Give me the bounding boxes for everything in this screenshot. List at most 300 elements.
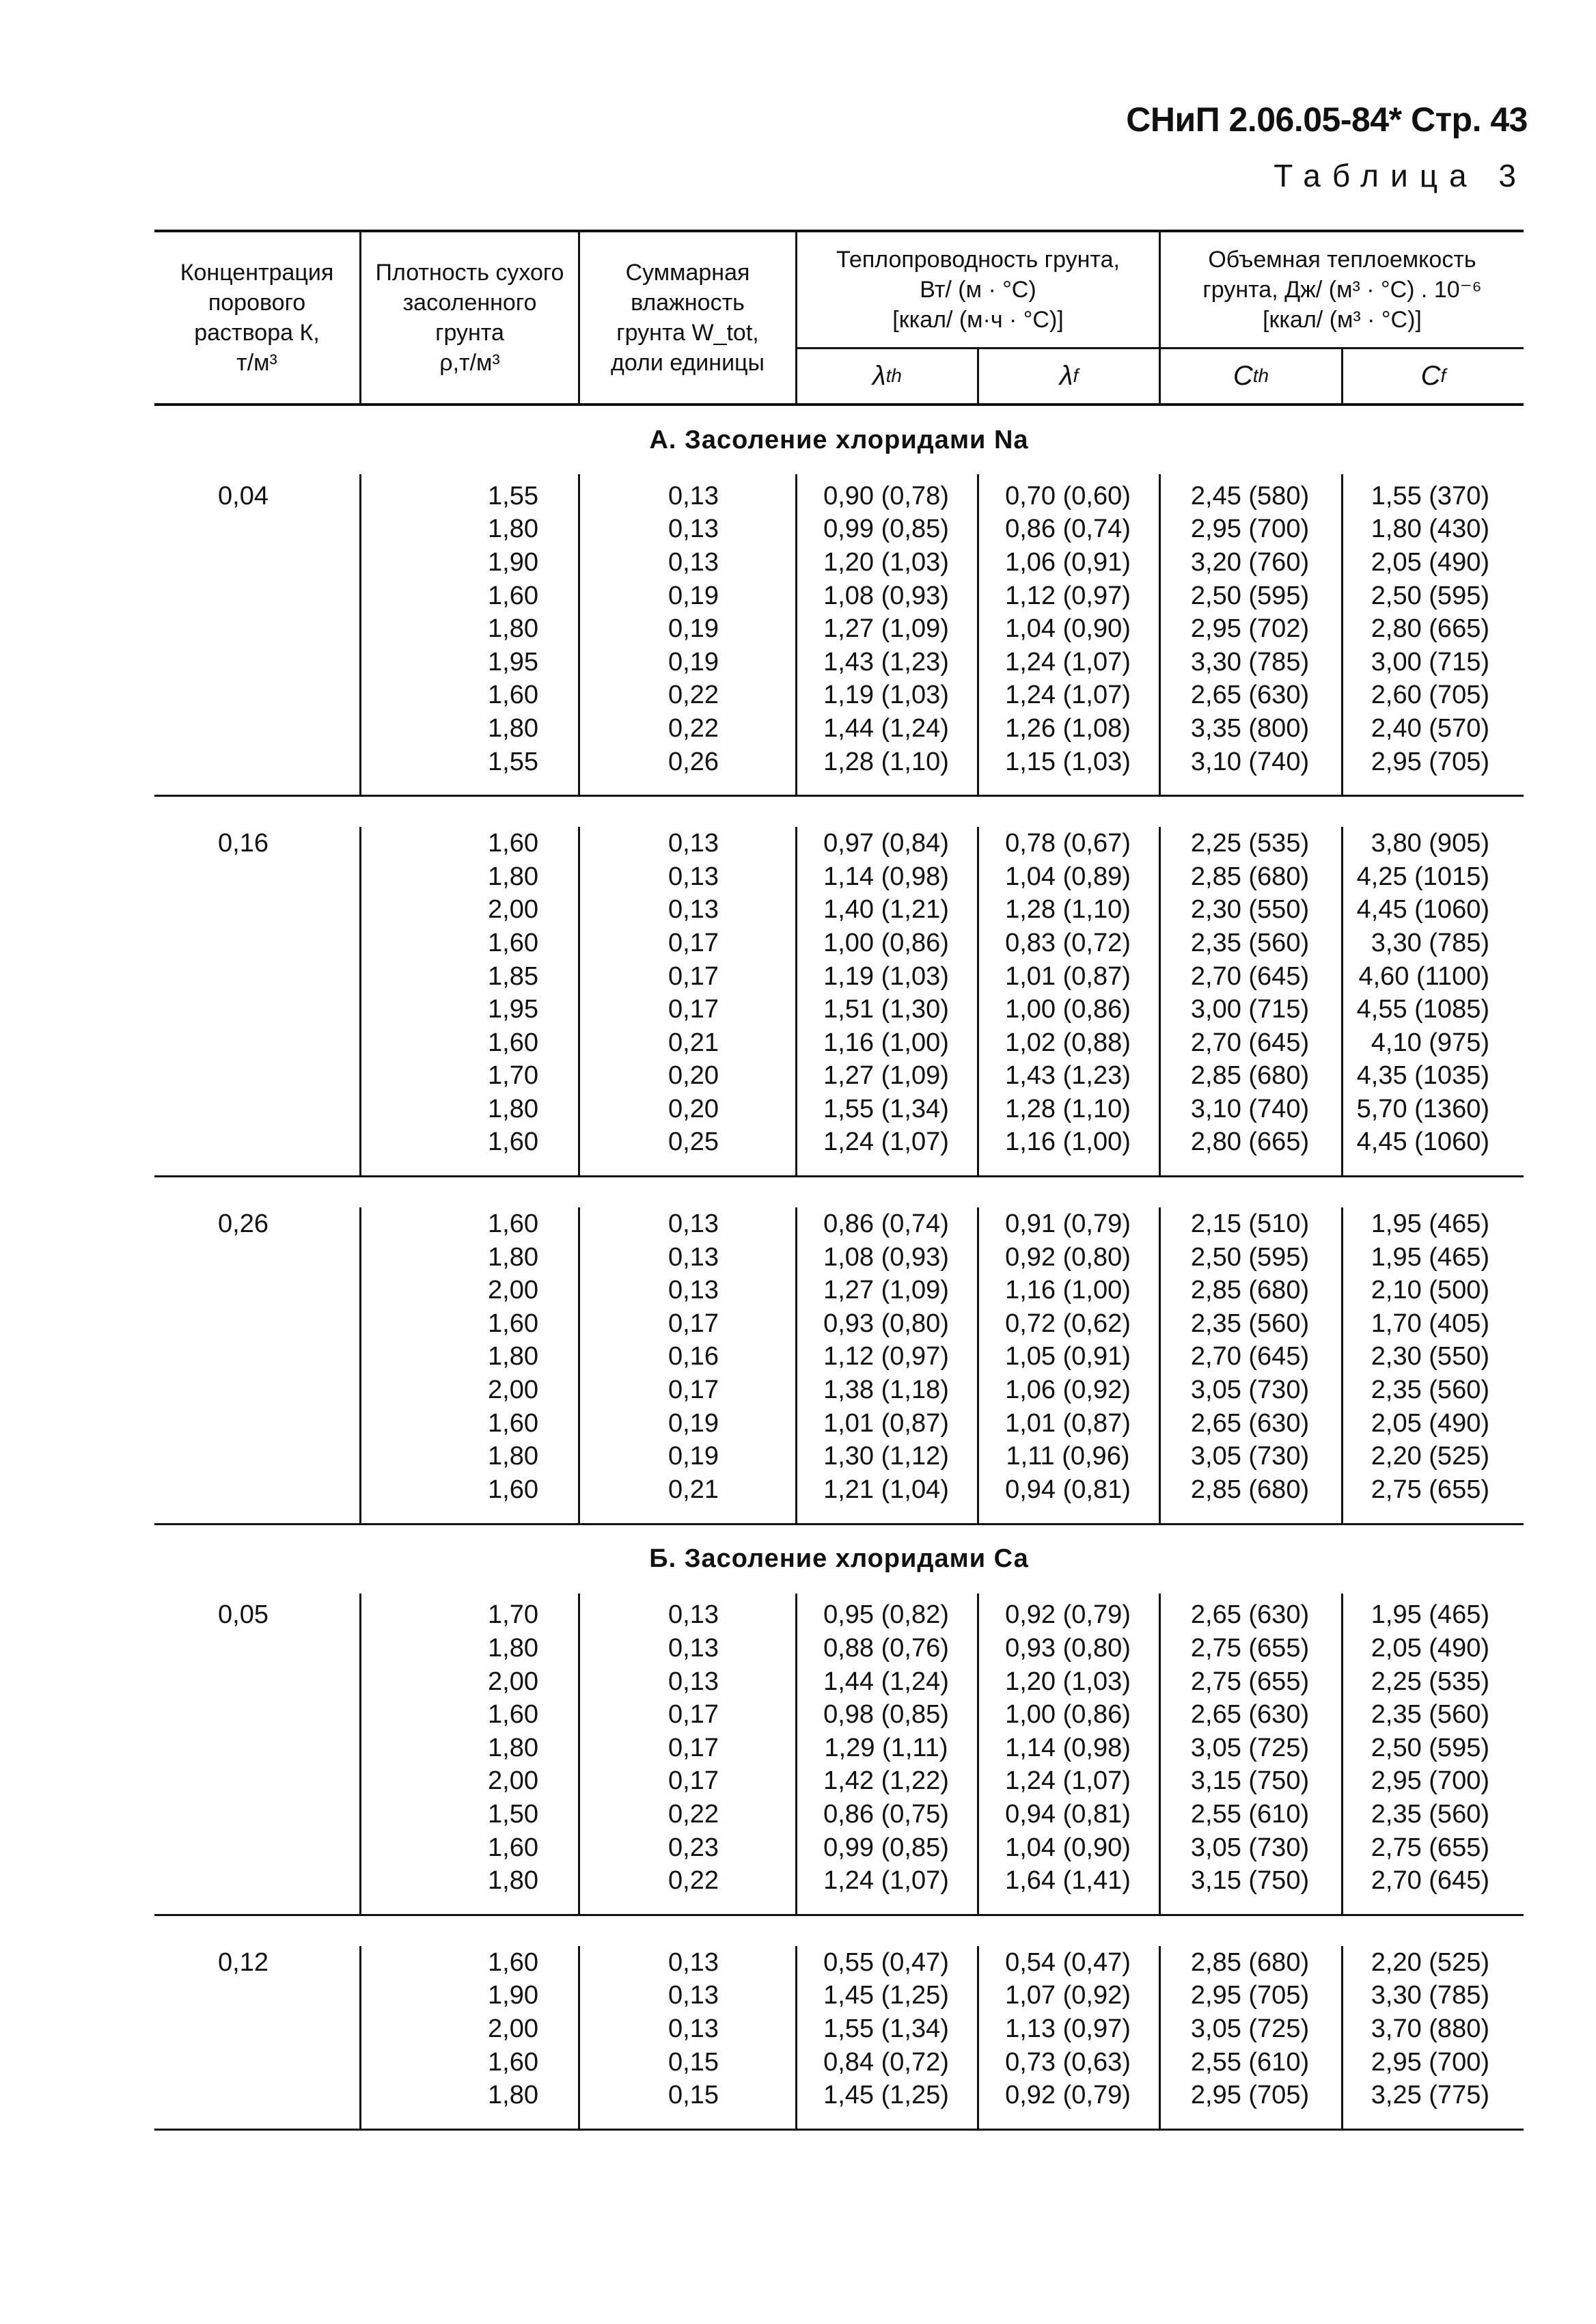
c-th-cell: 3,05 (730): [1190, 1376, 1310, 1405]
c-th-cell: 2,65 (630): [1190, 681, 1310, 710]
lambda-th-cell: 1,28 (1,10): [823, 747, 949, 776]
c-f-cell: 2,20 (525): [1371, 1947, 1489, 1977]
concentration-cell: 0,05: [218, 1600, 269, 1630]
lambda-f-cell: 1,01 (0,87): [1005, 961, 1131, 991]
moisture-cell: 0,26: [668, 747, 719, 776]
lambda-th-cell: 1,19 (1,03): [823, 681, 949, 710]
lambda-th-cell: 0,88 (0,76): [823, 1634, 949, 1663]
lambda-f-cell: 0,94 (0,81): [1005, 1475, 1131, 1504]
lambda-f-cell: 1,15 (1,03): [1005, 747, 1131, 776]
lambda-th-cell: 1,20 (1,03): [823, 547, 949, 577]
lambda-f-cell: 1,02 (0,88): [1005, 1028, 1131, 1057]
lambda-th-cell: 1,38 (1,18): [823, 1376, 949, 1405]
moisture-cell: 0,17: [668, 1733, 719, 1762]
header-lambda-f-symbol: λ: [1059, 361, 1073, 392]
header-lambda-f: [977, 349, 1159, 404]
density-cell: 2,00: [488, 1667, 538, 1696]
column-divider: [1341, 1946, 1343, 2129]
lambda-th-cell: 1,45 (1,25): [823, 1981, 949, 2010]
lambda-f-cell: 1,26 (1,08): [1005, 713, 1131, 743]
lambda-th-cell: 1,27 (1,09): [823, 1061, 949, 1091]
c-f-cell: 2,95 (700): [1371, 1766, 1489, 1796]
c-th-cell: 2,85 (680): [1190, 1475, 1310, 1504]
c-th-cell: 2,95 (705): [1190, 2081, 1310, 2110]
lambda-f-cell: 0,93 (0,80): [1005, 1634, 1131, 1663]
density-cell: 1,60: [488, 581, 538, 610]
density-cell: 1,85: [488, 961, 538, 991]
column-divider: [1159, 1946, 1161, 2129]
row-group: [154, 795, 1524, 1175]
c-f-cell: 2,75 (655): [1371, 1833, 1489, 1862]
density-cell: 1,80: [488, 1094, 538, 1123]
density-cell: 1,80: [488, 1442, 538, 1471]
density-cell: 1,80: [488, 614, 538, 644]
column-divider: [1159, 827, 1161, 1175]
lambda-th-cell: 1,14 (0,98): [823, 862, 949, 891]
lambda-th-cell: 0,84 (0,72): [823, 2047, 949, 2077]
column-divider: [1159, 1207, 1161, 1522]
moisture-cell: 0,13: [668, 481, 719, 510]
lambda-th-cell: 1,08 (0,93): [823, 581, 949, 610]
header-c-th-symbol: C: [1233, 361, 1253, 392]
c-f-cell: 2,05 (490): [1371, 1408, 1489, 1438]
c-th-cell: 2,25 (535): [1190, 829, 1310, 858]
row-group: [154, 474, 1524, 795]
header-concentration: Концентрация порового раствора К, т/м³: [180, 260, 334, 376]
moisture-cell: 0,17: [668, 961, 719, 991]
c-f-cell: 3,30 (785): [1371, 1981, 1489, 2010]
c-th-cell: 2,85 (680): [1190, 862, 1310, 891]
c-th-cell: 2,15 (510): [1190, 1209, 1310, 1239]
lambda-f-cell: 1,04 (0,89): [1005, 862, 1131, 891]
moisture-cell: 0,23: [668, 1833, 719, 1862]
lambda-th-cell: 1,42 (1,22): [823, 1766, 949, 1796]
lambda-th-cell: 0,97 (0,84): [823, 829, 949, 858]
lambda-f-cell: 0,72 (0,62): [1005, 1309, 1131, 1338]
c-th-cell: 2,80 (665): [1190, 1127, 1310, 1157]
lambda-f-cell: 1,01 (0,87): [1005, 1408, 1131, 1438]
density-cell: 1,80: [488, 515, 538, 544]
moisture-cell: 0,19: [668, 647, 719, 676]
moisture-cell: 0,22: [668, 1866, 719, 1896]
concentration-cell: 0,26: [218, 1209, 269, 1239]
c-f-cell: 1,95 (465): [1371, 1242, 1489, 1272]
row-group: [154, 1914, 1524, 2129]
c-th-cell: 3,05 (725): [1190, 1733, 1310, 1762]
lambda-f-cell: 1,06 (0,92): [1005, 1376, 1131, 1405]
lambda-f-cell: 0,70 (0,60): [1005, 481, 1131, 510]
lambda-f-cell: 1,28 (1,10): [1005, 1094, 1131, 1123]
header-c-f-subscript: f: [1440, 365, 1446, 387]
density-cell: 1,55: [488, 481, 538, 510]
moisture-cell: 0,13: [668, 1209, 719, 1239]
header-c-f-symbol: C: [1420, 361, 1441, 392]
c-f-cell: 2,35 (560): [1371, 1799, 1489, 1829]
lambda-th-cell: 0,99 (0,85): [823, 1833, 949, 1862]
c-f-cell: 4,35 (1035): [1356, 1061, 1489, 1091]
lambda-f-cell: 1,00 (0,86): [1005, 1700, 1131, 1730]
lambda-th-cell: 1,00 (0,86): [823, 928, 949, 957]
c-th-cell: 3,15 (750): [1190, 1766, 1310, 1796]
c-f-cell: 2,75 (655): [1371, 1475, 1489, 1504]
page-header: СНиП 2.06.05-84* Стр. 43: [1126, 100, 1528, 139]
lambda-f-cell: 1,28 (1,10): [1005, 895, 1131, 925]
c-th-cell: 2,95 (705): [1190, 1981, 1310, 2010]
lambda-th-cell: 1,21 (1,04): [823, 1475, 949, 1504]
lambda-f-cell: 0,92 (0,79): [1005, 1600, 1131, 1630]
c-th-cell: 3,10 (740): [1190, 1094, 1310, 1123]
moisture-cell: 0,13: [668, 1600, 719, 1630]
lambda-f-cell: 1,14 (0,98): [1005, 1733, 1131, 1762]
lambda-f-cell: 0,54 (0,47): [1005, 1947, 1131, 1977]
c-f-cell: 2,10 (500): [1371, 1276, 1489, 1305]
c-th-cell: 2,75 (655): [1190, 1667, 1310, 1696]
density-cell: 1,55: [488, 747, 538, 776]
lambda-th-cell: 1,30 (1,12): [823, 1442, 949, 1471]
moisture-cell: 0,22: [668, 713, 719, 743]
density-cell: 1,60: [488, 1408, 538, 1438]
moisture-cell: 0,22: [668, 1799, 719, 1829]
c-th-cell: 2,70 (645): [1190, 1028, 1310, 1057]
moisture-cell: 0,22: [668, 681, 719, 710]
moisture-cell: 0,13: [668, 1947, 719, 1977]
lambda-f-cell: 1,05 (0,91): [1005, 1342, 1131, 1371]
c-f-cell: 4,45 (1060): [1356, 1127, 1489, 1157]
lambda-f-cell: 1,07 (0,92): [1005, 1981, 1131, 2010]
c-th-cell: 3,20 (760): [1190, 547, 1310, 577]
moisture-cell: 0,13: [668, 1667, 719, 1696]
density-cell: 1,70: [488, 1061, 538, 1091]
c-th-cell: 3,00 (715): [1190, 995, 1310, 1024]
column-divider: [1341, 827, 1343, 1175]
lambda-f-cell: 1,04 (0,90): [1005, 1833, 1131, 1862]
lambda-f-cell: 0,78 (0,67): [1005, 829, 1131, 858]
moisture-cell: 0,13: [668, 862, 719, 891]
density-cell: 1,80: [488, 1342, 538, 1371]
lambda-th-cell: 1,55 (1,34): [823, 1094, 949, 1123]
c-f-cell: 1,95 (465): [1371, 1600, 1489, 1630]
moisture-cell: 0,25: [668, 1127, 719, 1157]
density-cell: 1,90: [488, 1981, 538, 2010]
density-cell: 1,60: [488, 1833, 538, 1862]
c-f-cell: 3,00 (715): [1371, 647, 1489, 676]
header-lambda-th: [795, 349, 977, 404]
section-title: Б. Засоление хлоридами Са: [154, 1523, 1524, 1594]
column-divider: [1341, 1207, 1343, 1522]
c-f-cell: 2,50 (595): [1371, 581, 1489, 610]
concentration-cell: 0,16: [218, 829, 269, 858]
column-divider: [578, 827, 580, 1175]
header-conductivity: Теплопроводность грунта, Вт/ (м · °С) [ккал/ (м·ч · °С)]: [795, 232, 1159, 349]
lambda-th-cell: 1,16 (1,00): [823, 1028, 949, 1057]
lambda-th-cell: 0,95 (0,82): [823, 1600, 949, 1630]
moisture-cell: 0,13: [668, 829, 719, 858]
lambda-f-cell: 1,24 (1,07): [1005, 647, 1131, 676]
c-th-cell: 2,95 (700): [1190, 515, 1310, 544]
c-th-cell: 2,75 (655): [1190, 1634, 1310, 1663]
lambda-f-cell: 0,92 (0,79): [1005, 2081, 1131, 2110]
concentration-cell: 0,12: [218, 1947, 269, 1977]
lambda-th-cell: 1,45 (1,25): [823, 2081, 949, 2110]
lambda-th-cell: 0,55 (0,47): [823, 1947, 949, 1977]
column-divider: [1159, 474, 1161, 795]
c-f-cell: 1,70 (405): [1371, 1309, 1489, 1338]
lambda-th-cell: 0,99 (0,85): [823, 515, 949, 544]
c-th-cell: 2,70 (645): [1190, 961, 1310, 991]
c-f-cell: 2,05 (490): [1371, 547, 1489, 577]
c-f-cell: 2,60 (705): [1371, 681, 1489, 710]
c-f-cell: 4,10 (975): [1371, 1028, 1489, 1057]
lambda-th-cell: 1,01 (0,87): [823, 1408, 949, 1438]
lambda-th-cell: 0,86 (0,74): [823, 1209, 949, 1239]
lambda-f-cell: 0,94 (0,81): [1005, 1799, 1131, 1829]
lambda-f-cell: 1,16 (1,00): [1005, 1276, 1131, 1305]
column-divider: [977, 474, 979, 795]
moisture-cell: 0,21: [668, 1028, 719, 1057]
c-f-cell: 2,05 (490): [1371, 1634, 1489, 1663]
c-th-cell: 2,85 (680): [1190, 1947, 1310, 1977]
moisture-cell: 0,17: [668, 1766, 719, 1796]
c-f-cell: 1,95 (465): [1371, 1209, 1489, 1239]
moisture-cell: 0,17: [668, 995, 719, 1024]
column-divider: [359, 1207, 361, 1522]
lambda-th-cell: 1,27 (1,09): [823, 614, 949, 644]
column-divider: [1341, 1594, 1343, 1914]
c-f-cell: 2,50 (595): [1371, 1733, 1489, 1762]
c-th-cell: 2,65 (630): [1190, 1600, 1310, 1630]
density-cell: 1,60: [488, 681, 538, 710]
moisture-cell: 0,15: [668, 2081, 719, 2110]
column-divider: [795, 1207, 797, 1522]
c-th-cell: 2,50 (595): [1190, 1242, 1310, 1272]
column-divider: [1159, 1594, 1161, 1914]
lambda-th-cell: 1,44 (1,24): [823, 713, 949, 743]
lambda-f-cell: 1,04 (0,90): [1005, 614, 1131, 644]
moisture-cell: 0,15: [668, 2047, 719, 2077]
c-th-cell: 2,55 (610): [1190, 2047, 1310, 2077]
column-divider: [977, 827, 979, 1175]
moisture-cell: 0,13: [668, 515, 719, 544]
lambda-f-cell: 0,86 (0,74): [1005, 515, 1131, 544]
density-cell: 1,60: [488, 1309, 538, 1338]
density-cell: 1,95: [488, 647, 538, 676]
c-th-cell: 2,45 (580): [1190, 481, 1310, 510]
density-cell: 2,00: [488, 1276, 538, 1305]
lambda-f-cell: 1,11 (0,96): [1006, 1442, 1130, 1471]
column-divider: [359, 1946, 361, 2129]
c-f-cell: 2,20 (525): [1371, 1442, 1489, 1471]
header-c-th: [1159, 349, 1341, 404]
moisture-cell: 0,13: [668, 1981, 719, 2010]
density-cell: 1,95: [488, 995, 538, 1024]
column-divider: [578, 1946, 580, 2129]
density-cell: 1,80: [488, 862, 538, 891]
c-th-cell: 3,05 (730): [1190, 1833, 1310, 1862]
density-cell: 1,70: [488, 1600, 538, 1630]
lambda-f-cell: 0,83 (0,72): [1005, 928, 1131, 957]
lambda-th-cell: 1,12 (0,97): [823, 1342, 949, 1371]
moisture-cell: 0,16: [668, 1342, 719, 1371]
concentration-cell: 0,04: [218, 481, 269, 510]
header-c-th-subscript: th: [1252, 365, 1269, 387]
lambda-f-cell: 0,92 (0,80): [1005, 1242, 1131, 1272]
density-cell: 1,80: [488, 2081, 538, 2110]
column-divider: [578, 474, 580, 795]
lambda-f-cell: 1,43 (1,23): [1005, 1061, 1131, 1091]
column-divider: [977, 1207, 979, 1522]
density-cell: 1,50: [488, 1799, 538, 1829]
header-capacity: Объемная теплоемкость грунта, Дж/ (м³ · °С) . 10⁻⁶ [ккал/ (м³ · °С)]: [1159, 232, 1524, 349]
density-cell: 1,60: [488, 1700, 538, 1730]
lambda-th-cell: 0,93 (0,80): [823, 1309, 949, 1338]
density-cell: 1,60: [488, 1127, 538, 1157]
density-cell: 1,60: [488, 928, 538, 957]
density-cell: 1,80: [488, 1866, 538, 1896]
density-cell: 2,00: [488, 895, 538, 925]
table-bottom-rule: [154, 2129, 1524, 2131]
lambda-th-cell: 1,08 (0,93): [823, 1242, 949, 1272]
moisture-cell: 0,21: [668, 1475, 719, 1504]
table-body: [154, 406, 1524, 2129]
density-cell: 1,60: [488, 1209, 538, 1239]
c-f-cell: 4,45 (1060): [1356, 895, 1489, 925]
density-cell: 2,00: [488, 2014, 538, 2043]
c-f-cell: 3,70 (880): [1371, 2014, 1489, 2043]
column-divider: [359, 474, 361, 795]
c-f-cell: 3,30 (785): [1371, 928, 1489, 957]
c-f-cell: 2,70 (645): [1371, 1866, 1489, 1896]
header-lambda-f-subscript: f: [1073, 365, 1079, 387]
lambda-th-cell: 0,90 (0,78): [823, 481, 949, 510]
c-f-cell: 4,55 (1085): [1356, 995, 1489, 1024]
lambda-th-cell: 1,24 (1,07): [823, 1127, 949, 1157]
density-cell: 1,80: [488, 1242, 538, 1272]
c-f-cell: 2,35 (560): [1371, 1700, 1489, 1730]
row-group: [154, 1594, 1524, 1914]
c-th-cell: 2,35 (560): [1190, 928, 1310, 957]
c-th-cell: 2,95 (702): [1190, 614, 1310, 644]
moisture-cell: 0,17: [668, 928, 719, 957]
c-f-cell: 2,95 (705): [1371, 747, 1489, 776]
column-divider: [359, 827, 361, 1175]
density-cell: 1,60: [488, 829, 538, 858]
column-divider: [795, 474, 797, 795]
c-th-cell: 2,85 (680): [1190, 1061, 1310, 1091]
table-frame: [154, 230, 1524, 2131]
moisture-cell: 0,13: [668, 547, 719, 577]
moisture-cell: 0,13: [668, 2014, 719, 2043]
c-f-cell: 4,25 (1015): [1356, 862, 1489, 891]
c-th-cell: 2,65 (630): [1190, 1700, 1310, 1730]
column-divider: [1341, 474, 1343, 795]
density-cell: 1,60: [488, 2047, 538, 2077]
column-divider: [977, 1594, 979, 1914]
c-th-cell: 3,15 (750): [1190, 1866, 1310, 1896]
header-lambda-th-subscript: th: [885, 365, 903, 387]
lambda-th-cell: 1,43 (1,23): [823, 647, 949, 676]
c-f-cell: 2,95 (700): [1371, 2047, 1489, 2077]
c-f-cell: 2,40 (570): [1371, 713, 1489, 743]
moisture-cell: 0,19: [668, 1408, 719, 1438]
moisture-cell: 0,20: [668, 1094, 719, 1123]
c-th-cell: 2,70 (645): [1190, 1342, 1310, 1371]
c-th-cell: 2,50 (595): [1190, 581, 1310, 610]
moisture-cell: 0,13: [668, 1276, 719, 1305]
section-title: А. Засоление хлоридами Na: [649, 425, 1029, 454]
density-cell: 1,80: [488, 1733, 538, 1762]
column-divider: [578, 1594, 580, 1914]
density-cell: 2,00: [488, 1376, 538, 1405]
lambda-th-cell: 1,51 (1,30): [823, 995, 949, 1024]
lambda-f-cell: 1,13 (0,97): [1005, 2014, 1131, 2043]
table-header: [154, 230, 1524, 406]
c-th-cell: 3,05 (725): [1190, 2014, 1310, 2043]
density-cell: 1,80: [488, 713, 538, 743]
lambda-f-cell: 0,73 (0,63): [1005, 2047, 1131, 2077]
c-th-cell: 2,55 (610): [1190, 1799, 1310, 1829]
moisture-cell: 0,20: [668, 1061, 719, 1091]
c-f-cell: 2,25 (535): [1371, 1667, 1489, 1696]
c-f-cell: 2,30 (550): [1371, 1342, 1489, 1371]
column-divider: [795, 827, 797, 1175]
column-divider: [795, 1946, 797, 2129]
header-lambda-th-symbol: λ: [872, 361, 886, 392]
lambda-f-cell: 1,24 (1,07): [1005, 681, 1131, 710]
density-cell: 1,90: [488, 547, 538, 577]
c-f-cell: 2,35 (560): [1371, 1376, 1489, 1405]
lambda-f-cell: 1,06 (0,91): [1005, 547, 1131, 577]
lambda-th-cell: 1,19 (1,03): [823, 961, 949, 991]
lambda-f-cell: 1,20 (1,03): [1005, 1667, 1131, 1696]
moisture-cell: 0,19: [668, 581, 719, 610]
column-divider: [977, 1946, 979, 2129]
moisture-cell: 0,13: [668, 1634, 719, 1663]
c-th-cell: 2,65 (630): [1190, 1408, 1310, 1438]
header-moisture: Суммарная влажность грунта W_tot, доли единицы: [578, 232, 795, 403]
moisture-cell: 0,17: [668, 1700, 719, 1730]
density-cell: 1,60: [488, 1947, 538, 1977]
lambda-th-cell: 0,86 (0,75): [823, 1799, 949, 1829]
c-th-cell: 2,35 (560): [1190, 1309, 1310, 1338]
lambda-th-cell: 1,44 (1,24): [823, 1667, 949, 1696]
density-cell: 1,60: [488, 1475, 538, 1504]
lambda-th-cell: 0,98 (0,85): [823, 1700, 949, 1730]
c-f-cell: 1,55 (370): [1371, 481, 1489, 510]
lambda-th-cell: 1,55 (1,34): [823, 2014, 949, 2043]
c-th-cell: 2,30 (550): [1190, 895, 1310, 925]
lambda-f-cell: 1,64 (1,41): [1005, 1866, 1131, 1896]
c-th-cell: 3,05 (730): [1190, 1442, 1310, 1471]
c-f-cell: 3,80 (905): [1371, 829, 1489, 858]
density-cell: 2,00: [488, 1766, 538, 1796]
moisture-cell: 0,13: [668, 1242, 719, 1272]
moisture-cell: 0,17: [668, 1309, 719, 1338]
lambda-f-cell: 1,16 (1,00): [1005, 1127, 1131, 1157]
lambda-th-cell: 1,27 (1,09): [823, 1276, 949, 1305]
lambda-th-cell: 1,29 (1,11): [824, 1733, 948, 1762]
header-density: Плотность сухого засоленного грунта ρ,т/м³: [359, 232, 578, 403]
c-f-cell: 5,70 (1360): [1356, 1094, 1489, 1123]
density-cell: 1,80: [488, 1634, 538, 1663]
density-cell: 1,60: [488, 1028, 538, 1057]
moisture-cell: 0,19: [668, 1442, 719, 1471]
lambda-f-cell: 1,00 (0,86): [1005, 995, 1131, 1024]
c-th-cell: 3,35 (800): [1190, 713, 1310, 743]
lambda-f-cell: 1,12 (0,97): [1005, 581, 1131, 610]
column-divider: [359, 1594, 361, 1914]
lambda-f-cell: 1,24 (1,07): [1005, 1766, 1131, 1796]
table-label: Таблица 3: [1274, 158, 1528, 193]
